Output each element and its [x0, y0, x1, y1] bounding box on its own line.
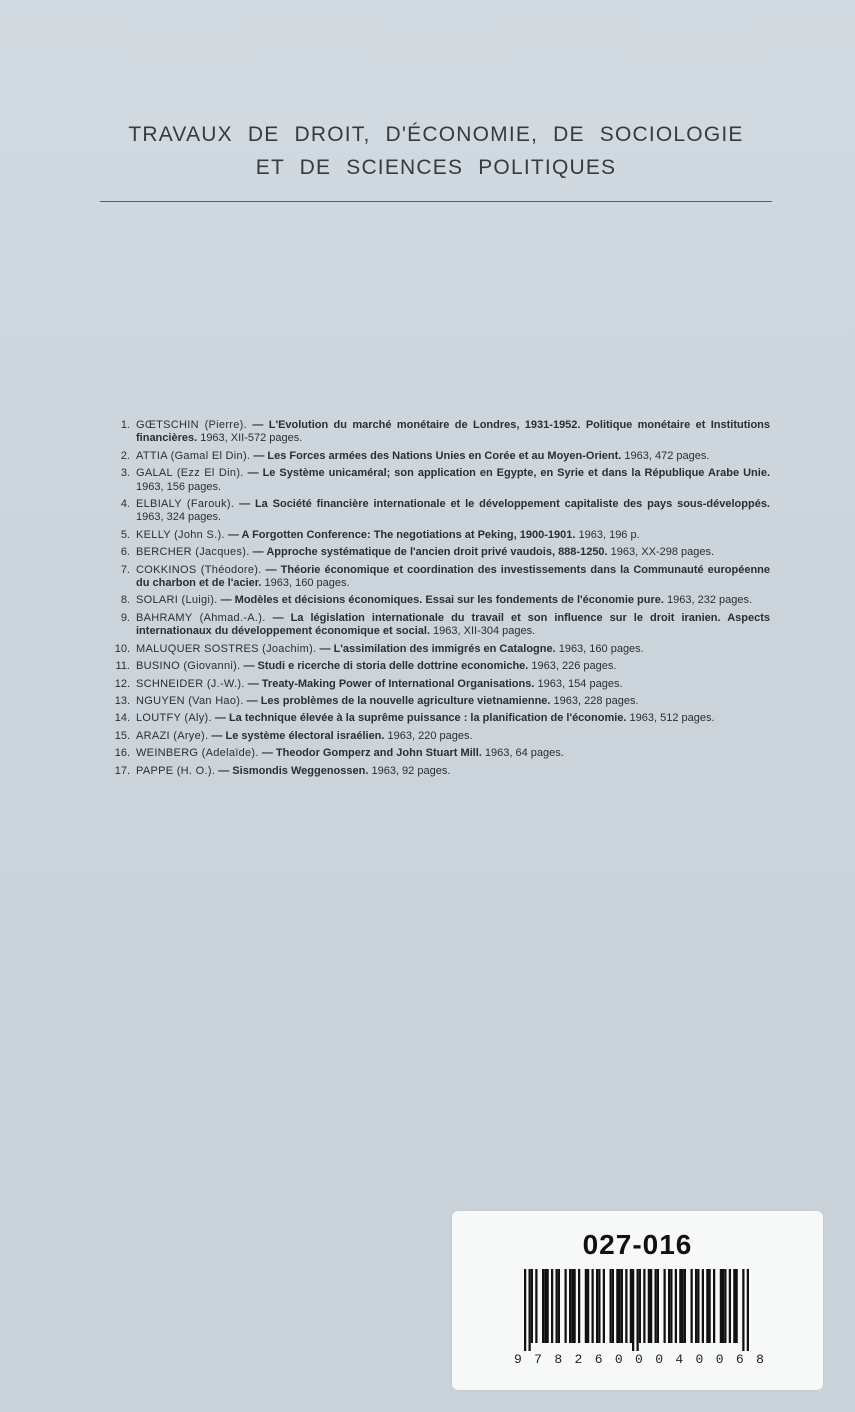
list-item: [100, 695, 770, 708]
entry-details: 1963, 324 pages.: [136, 511, 222, 524]
entry-title: — Treaty-Making Power of International Organisations.: [247, 677, 535, 690]
entry-number: 3.: [120, 467, 130, 480]
list-item: [100, 546, 770, 559]
entry-text: [136, 564, 770, 591]
entry-details: 1963, XII-304 pages.: [430, 625, 536, 638]
entry-number: 1.: [120, 419, 130, 431]
entry-number: 11.: [115, 660, 130, 673]
barcode-bar: [596, 1269, 598, 1343]
list-item: [100, 594, 770, 607]
publication-list: [100, 419, 770, 782]
entry-title: — Théorie économique et coordination des investissements dans la Communauté européenne du charbon et de l'acier.: [136, 563, 771, 590]
barcode-bar: [547, 1269, 549, 1343]
isbn-digit: 4: [675, 1352, 684, 1367]
list-item: [100, 450, 770, 463]
barcode-bar: [524, 1269, 526, 1351]
entry-details: 1963, 154 pages.: [534, 677, 623, 690]
entry-number: 2.: [120, 449, 130, 462]
entry-title: — Les problèmes de la nouvelle agriculture vietnamienne.: [246, 694, 551, 707]
header-divider: [100, 201, 772, 202]
barcode-bar: [668, 1269, 670, 1343]
entry-author: LOUTFY (Aly).: [136, 712, 212, 725]
isbn-digit: 0: [614, 1352, 623, 1367]
list-item: [100, 419, 770, 446]
barcode-bar: [558, 1269, 560, 1343]
entry-text: [136, 450, 770, 463]
barcode-sticker: [452, 1211, 823, 1390]
barcode-bar: [610, 1269, 612, 1343]
entry-author: NGUYEN (Van Hao).: [136, 694, 244, 707]
barcode-bar: [569, 1269, 571, 1343]
list-item: [100, 660, 770, 673]
barcode-bar: [587, 1269, 589, 1343]
entry-details: 1963, 472 pages.: [621, 449, 710, 462]
entry-title: — L'Evolution du marché monétaire de Londres, 1931-1952. Politique monétaire et Institutions financières.: [136, 419, 771, 445]
entry-text: [136, 643, 770, 656]
entry-details: 1963, 64 pages.: [481, 747, 564, 760]
entry-details: 1963, 512 pages.: [626, 712, 715, 725]
barcode-bar: [722, 1269, 724, 1343]
barcode-bar: [729, 1269, 731, 1343]
barcode-bar: [603, 1269, 605, 1343]
entry-author: SOLARI (Luigi).: [136, 594, 218, 607]
barcode-bar: [706, 1269, 708, 1343]
entry-text: [136, 612, 770, 639]
entry-author: MALUQUER SOSTRES (Joachim).: [136, 642, 317, 655]
entry-title: — A Forgotten Conference: The negotiations at Peking, 1900-1901.: [227, 528, 576, 541]
barcode-bar: [535, 1269, 537, 1343]
entry-number: 15.: [114, 729, 130, 742]
barcode-bar: [747, 1269, 749, 1351]
entry-details: 1963, 228 pages.: [550, 694, 639, 707]
entry-title: — La technique élevée à la suprême puissance : la planification de l'économie.: [214, 712, 627, 725]
barcode-bar: [733, 1269, 735, 1343]
entry-text: [136, 747, 770, 760]
barcode-bar: [574, 1269, 576, 1343]
entry-details: 1963, 220 pages.: [384, 729, 473, 742]
barcode-bar: [682, 1269, 684, 1343]
list-item: [100, 612, 770, 639]
entry-title: — Studi e ricerche di storia delle dottrine economiche.: [243, 660, 529, 673]
entry-author: ELBIALY (Farouk).: [136, 498, 235, 511]
barcode-bar: [664, 1269, 666, 1343]
entry-number: 10.: [114, 642, 130, 655]
entry-text: [136, 678, 770, 691]
list-item: [100, 747, 770, 760]
isbn-digit: 8: [756, 1352, 764, 1367]
barcode-bar: [709, 1269, 711, 1343]
entry-number: 14.: [114, 712, 130, 725]
entry-text: [136, 730, 770, 743]
barcode-bar: [657, 1269, 659, 1343]
barcode-bar: [713, 1269, 715, 1343]
barcode-bar: [736, 1269, 738, 1343]
entry-author: COKKINOS (Théodore).: [136, 563, 262, 576]
isbn-digit: 6: [594, 1352, 603, 1367]
entry-number: 6.: [120, 546, 130, 559]
isbn-number: [514, 1352, 764, 1367]
barcode-bar: [697, 1269, 699, 1343]
entry-author: SCHNEIDER (J.-W.).: [136, 677, 245, 690]
isbn-digit: 0: [695, 1352, 704, 1367]
entry-text: [136, 467, 770, 494]
list-item: [100, 498, 770, 525]
barcode-bar: [648, 1269, 650, 1343]
list-item: [100, 730, 770, 743]
isbn-digit: 6: [735, 1352, 744, 1367]
barcode-bar: [691, 1269, 693, 1343]
barcode-bar: [742, 1269, 744, 1351]
entry-title: — L'assimilation des immigrés en Catalogne.: [319, 642, 556, 655]
barcode-bar: [531, 1269, 533, 1343]
entry-details: 1963, 92 pages.: [368, 764, 451, 777]
entry-text: [136, 546, 770, 559]
barcode-bar: [542, 1269, 544, 1343]
entry-author: PAPPE (H. O.).: [136, 764, 216, 777]
list-item: [100, 564, 770, 591]
entry-author: GŒTSCHIN (Pierre).: [136, 419, 247, 431]
barcode-bar: [655, 1269, 657, 1343]
barcode-bar: [639, 1269, 641, 1343]
entry-details: 1963, 232 pages.: [663, 594, 753, 607]
entry-text: [136, 695, 770, 708]
barcode-bar: [544, 1269, 546, 1343]
entry-number: 8.: [120, 594, 130, 607]
barcode-bar: [643, 1269, 645, 1343]
barcode-bar: [632, 1269, 634, 1351]
entry-number: 13.: [114, 694, 130, 707]
barcode-bar: [650, 1269, 652, 1343]
entry-details: 1963, XII-572 pages.: [197, 432, 303, 445]
barcode-bar: [529, 1269, 531, 1351]
isbn-digit: 7: [534, 1352, 542, 1367]
entry-title: — La Société financière internationale et le développement capitaliste des pays sous-développés.: [239, 498, 770, 511]
entry-number: 16.: [114, 747, 130, 760]
barcode-bar: [578, 1269, 580, 1343]
isbn-digit: 2: [574, 1352, 583, 1367]
entry-title: — Theodor Gomperz and John Stuart Mill.: [261, 747, 482, 760]
barcode-icon: [524, 1269, 752, 1351]
entry-title: — Approche systématique de l'ancien droit privé vaudois, 888-1250.: [252, 546, 608, 559]
entry-author: BUSINO (Giovanni).: [136, 660, 241, 673]
entry-title: — Le Système unicaméral; son application en Egypte, en Syrie et dans la République Arabe Unie.: [247, 467, 770, 480]
entry-details: 1963, 196 p.: [575, 528, 640, 541]
barcode-bar: [598, 1269, 600, 1343]
barcode-bar: [695, 1269, 697, 1343]
barcode-bar: [621, 1269, 623, 1343]
isbn-digit: 9: [514, 1352, 522, 1367]
barcode-bar: [724, 1269, 726, 1343]
barcode-bar: [565, 1269, 567, 1343]
entry-text: [136, 660, 770, 673]
stock-code: 027-016: [582, 1229, 693, 1260]
entry-number: 12.: [114, 677, 130, 690]
barcode-bar: [670, 1269, 672, 1343]
entry-text: [136, 594, 770, 607]
entry-details: 1963, XX-298 pages.: [607, 546, 715, 559]
barcode-bar: [702, 1269, 704, 1343]
barcode-bar: [720, 1269, 722, 1343]
entry-author: WEINBERG (Adelaïde).: [136, 747, 259, 760]
barcode-bar: [675, 1269, 677, 1343]
entry-title: — Sismondis Weggenossen.: [218, 764, 369, 777]
entry-text: [136, 419, 770, 446]
entry-details: 1963, 226 pages.: [528, 660, 617, 673]
series-title-line-2: ET DE SCIENCES POLITIQUES: [255, 156, 617, 179]
entry-title: — Le système électoral israélien.: [211, 729, 385, 742]
entry-title: — Modèles et décisions économiques. Essai sur les fondements de l'économie pure.: [220, 594, 664, 607]
isbn-digit: 8: [554, 1352, 563, 1367]
entry-details: 1963, 160 pages.: [555, 642, 644, 655]
barcode-bar: [619, 1269, 621, 1343]
isbn-digit: 0: [635, 1352, 643, 1367]
list-item: [100, 529, 770, 542]
entry-text: [136, 712, 770, 725]
entry-title: — Les Forces armées des Nations Unies en Corée et au Moyen-Orient.: [253, 449, 622, 462]
entry-details: 1963, 160 pages.: [261, 577, 350, 590]
barcode-bar: [684, 1269, 686, 1343]
entry-number: 7.: [120, 563, 130, 576]
entry-number: 17.: [114, 764, 130, 777]
barcode-bar: [637, 1269, 639, 1351]
entry-author: BERCHER (Jacques).: [136, 546, 250, 559]
barcode-bar: [571, 1269, 573, 1343]
barcode-bar: [585, 1269, 587, 1343]
isbn-digit: 0: [655, 1352, 664, 1367]
list-item: [100, 678, 770, 691]
isbn-digit: 0: [715, 1352, 724, 1367]
barcode-bar: [551, 1269, 553, 1343]
entry-author: ARAZI (Arye).: [136, 729, 209, 742]
barcode-bar: [612, 1269, 614, 1343]
barcode-bar: [630, 1269, 632, 1343]
barcode-bar: [625, 1269, 627, 1343]
entry-number: 5.: [120, 528, 130, 541]
barcode-bar: [679, 1269, 681, 1343]
entry-text: [136, 529, 770, 542]
series-title: [100, 118, 772, 184]
list-item: [100, 467, 770, 494]
entry-author: GALAL (Ezz El Din).: [136, 467, 244, 480]
entry-author: ATTIA (Gamal El Din).: [136, 449, 251, 462]
list-item: [100, 712, 770, 725]
barcode-bar: [592, 1269, 594, 1343]
entry-number: 9.: [120, 611, 130, 624]
entry-text: [136, 498, 770, 525]
entry-title: — La législation internationale du travail et son influence sur le droit iranien. Aspects internationaux du développement économique et social.: [136, 611, 770, 638]
entry-author: BAHRAMY (Ahmad.-A.).: [136, 611, 266, 624]
barcode-bar: [556, 1269, 558, 1343]
entry-number: 4.: [120, 498, 130, 511]
list-item: [100, 643, 770, 656]
list-item: [100, 765, 770, 778]
entry-author: KELLY (John S.).: [136, 528, 225, 541]
barcode-bar: [616, 1269, 618, 1343]
series-title-line-1: TRAVAUX DE DROIT, D'ÉCONOMIE, DE SOCIOLOGIE: [128, 123, 744, 146]
entry-details: 1963, 156 pages.: [136, 480, 222, 493]
entry-text: [136, 765, 770, 778]
